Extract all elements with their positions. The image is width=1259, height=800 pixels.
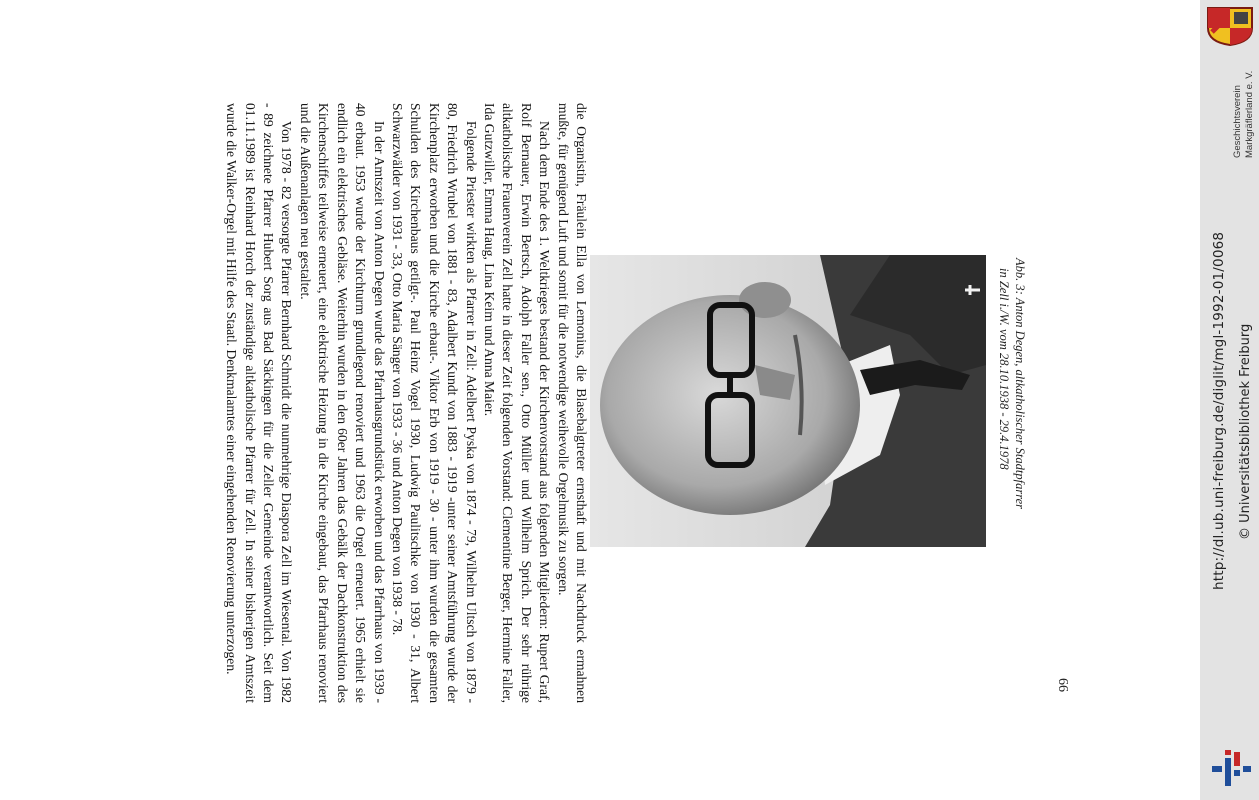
portrait-photo [590,255,986,547]
page-number: 66 [1055,678,1070,692]
rotated-text-column [130,103,590,703]
paragraph-1: die Organistin, Fräulein Ella von Lemonius, die Blasebalgtreter ernsthaft und mit Nachdruck ermahnen mußte, für genügend Luft und somit für die notwendige weihevolle Orgelmusik zu sorgen. [555,103,589,703]
paragraph-5: Von 1978 - 82 versorgte Pfarrer Bernhard Schmidt die nunmehrige Diaspora Zell im Wiesental. Von 1982 - 89 zeichnete Pfarrer Hubert Sorg aus Bad Säckingen für die Zeller Gemeinde verantwortlich. Seit dem 01.11.1989 ist Reinhard Horch der zuständige altkatholische Pfarrer für Zell. In seiner bisherigen Amtszeit wurde die Walker-Orgel mit Hilfe des Staatl. Denkmalamtes einer eingehenden Renovierung unterzogen. [224,103,295,703]
body-text [222,103,590,703]
caption-line-1: Abb. 3: Anton Degen, altkatholischer Stadtpfarrer [1013,258,1027,510]
paragraph-4: In der Amtszeit von Anton Degen wurde das Pfarrhausgrundstück erworben und das Pfarrhaus von 1939 - 40 erbaut. 1953 wurde der Kirchturm grundlegend renoviert und 1963 die Orgel erneuert. 1965 erhielt sie endlich ein elektrisches Gebläse. Weiterhin wurden in den 60er Jahren das Gebälk der Dachkonstruktion des Kirchenschiffes teilweise erneuert, eine elektrische Heizung in die Kirche eingebaut, das Pfarrhaus renoviert und die Außenanlagen neu gestaltet. [297,103,387,703]
ub-freiburg-logo-icon [1208,748,1254,790]
paragraph-3: Folgende Priester wirkten als Pfarrer in Zell: Adelbert Pyska von 1874 - 79, Wilhelm Ultsch von 1879 - 80, Friedrich Wrubel von 1881 - 83, Adalbert Kundt von 1883 - 1919 -unter seiner Amtsführung wurde der Kirchenplatz erworben und die Kirche erbaut-. Viktor Erb von 1919 - 30 - unter ihm wurden die gesamten Schulden des Kirchenbaus getilgt-. Paul Heinz Vogel 1930, Ludwig Paulitschke von 1930 - 31, Albert Schwarzwälder von 1931 - 33, Otto Maria Sänger von 1933 - 36 und Anton Degen von 1938 - 78. [389,103,479,703]
org-name-line-2: Markgräflerland e. V. [1244,70,1255,158]
caption-line-2: in Zell i./W. vom 28.10.1938 - 29.4.1978 [997,268,1012,470]
coat-of-arms-icon [1206,6,1254,46]
copyright-notice: © Universitätsbibliothek Freiburg [1238,323,1253,540]
source-url-link[interactable]: http://dl.ub.uni-freiburg.de/diglit/mgl-1992-01/0068 [1211,231,1227,590]
paragraph-2: Nach dem Ende des 1. Weltkrieges bestand der Kirchenvorstand aus folgenden Mitgliedern: Rupert Graf, Rolf Bernauer, Erwin Bertsch, Adolph Faller sen., Otto Müller und Wilhelm Sprich. Der sehr rührige altkatholische Frauenverein Zell hatte in dieser Zeit folgenden Vorstand: Clementine Berger, Hermine Faller, Ida Gutzwiller, Emma Haug, Lina Keim und Anna Maier. [481,103,553,703]
photo-caption [993,258,1027,558]
org-name-line-1: Geschichtsverein [1232,85,1243,158]
